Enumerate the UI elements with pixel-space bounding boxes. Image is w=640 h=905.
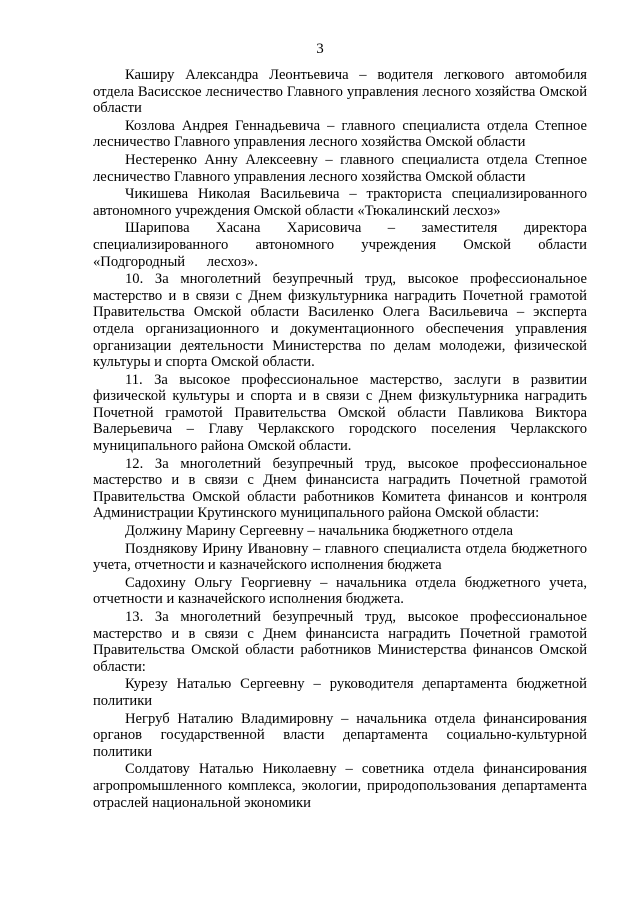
page-number: 3 bbox=[316, 41, 324, 57]
award-entry-dolzhina: Должину Марину Сергеевну – начальника бюджетного отдела bbox=[125, 523, 513, 540]
award-entry-nesterenko: Нестеренко Анну Алексеевну – главного специалиста отдела Степное лесничество Главного управления лесного хозяйства Омской области bbox=[93, 151, 587, 185]
award-entry-sharipov: Шарипова Хасана Харисовича – заместителя директора специализированного автономного учреждения Омской области «Подгородный лесхоз». bbox=[93, 220, 587, 270]
clause-12: 12. За многолетний безупречный труд, высокое профессиональное мастерство и в связи с Днем финансиста наградить Почетной грамотой Правительства Омской области работников Комитета финансов и контроля Администрации Крутинского муниципального района Омской области: bbox=[93, 455, 587, 522]
award-entry-kureza: Курезу Наталью Сергеевну – руководителя департамента бюджетной политики bbox=[93, 676, 587, 709]
award-entry-kashira: Каширу Александра Леонтьевича – водителя легкового автомобиля отдела Васисское лесничество Главного управления лесного хозяйства Омской области bbox=[93, 67, 587, 117]
document-body bbox=[93, 67, 587, 812]
clause-11: 11. За высокое профессиональное мастерство, заслуги в развитии физической культуры и спорта и в связи с Днем физкультурника наградить Почетной грамотой Правительства Омской области Павликова Виктора Валерьевича – Главу Черлакского городского поселения Черлакского муниципального района Омской области. bbox=[93, 371, 587, 455]
award-entry-pozdnyakova: Позднякову Ирину Ивановну – главного специалиста отдела бюджетного учета, отчетности и казначейского исполнения бюджета bbox=[93, 540, 587, 574]
award-entry-negrub: Негруб Наталию Владимировну – начальника отдела финансирования органов государственной власти департамента социально-культурной политики bbox=[93, 710, 587, 760]
award-entry-chikishev: Чикишева Николая Васильевича – тракториста специализированного автономного учреждения Омской области «Тюкалинский лесхоз» bbox=[93, 186, 587, 219]
award-entry-sadokhina: Садохину Ольгу Георгиевну – начальника отдела бюджетного учета, отчетности и казначейского исполнения бюджета. bbox=[93, 574, 587, 608]
award-entry-soldatova: Солдатову Наталью Николаевну – советника отдела финансирования агропромышленного комплекса, экологии, природопользования департамента отраслей национальной экономики bbox=[93, 761, 587, 811]
clause-13: 13. За многолетний безупречный труд, высокое профессиональное мастерство и в связи с Днем финансиста наградить Почетной грамотой Правительства Омской области работников Министерства финансов Омской области: bbox=[93, 609, 587, 675]
award-entry-kozlov: Козлова Андрея Геннадьевича – главного специалиста отдела Степное лесничество Главного управления лесного хозяйства Омской области bbox=[93, 117, 587, 151]
clause-10: 10. За многолетний безупречный труд, высокое профессиональное мастерство и в связи с Днем физкультурника наградить Почетной грамотой Правительства Омской области Василенко Олега Васильевича – эксперта отдела организационного и документационного обеспечения управления организации деятельности Министерства по делам молодежи, физической культуры и спорта Омской области. bbox=[93, 271, 587, 371]
